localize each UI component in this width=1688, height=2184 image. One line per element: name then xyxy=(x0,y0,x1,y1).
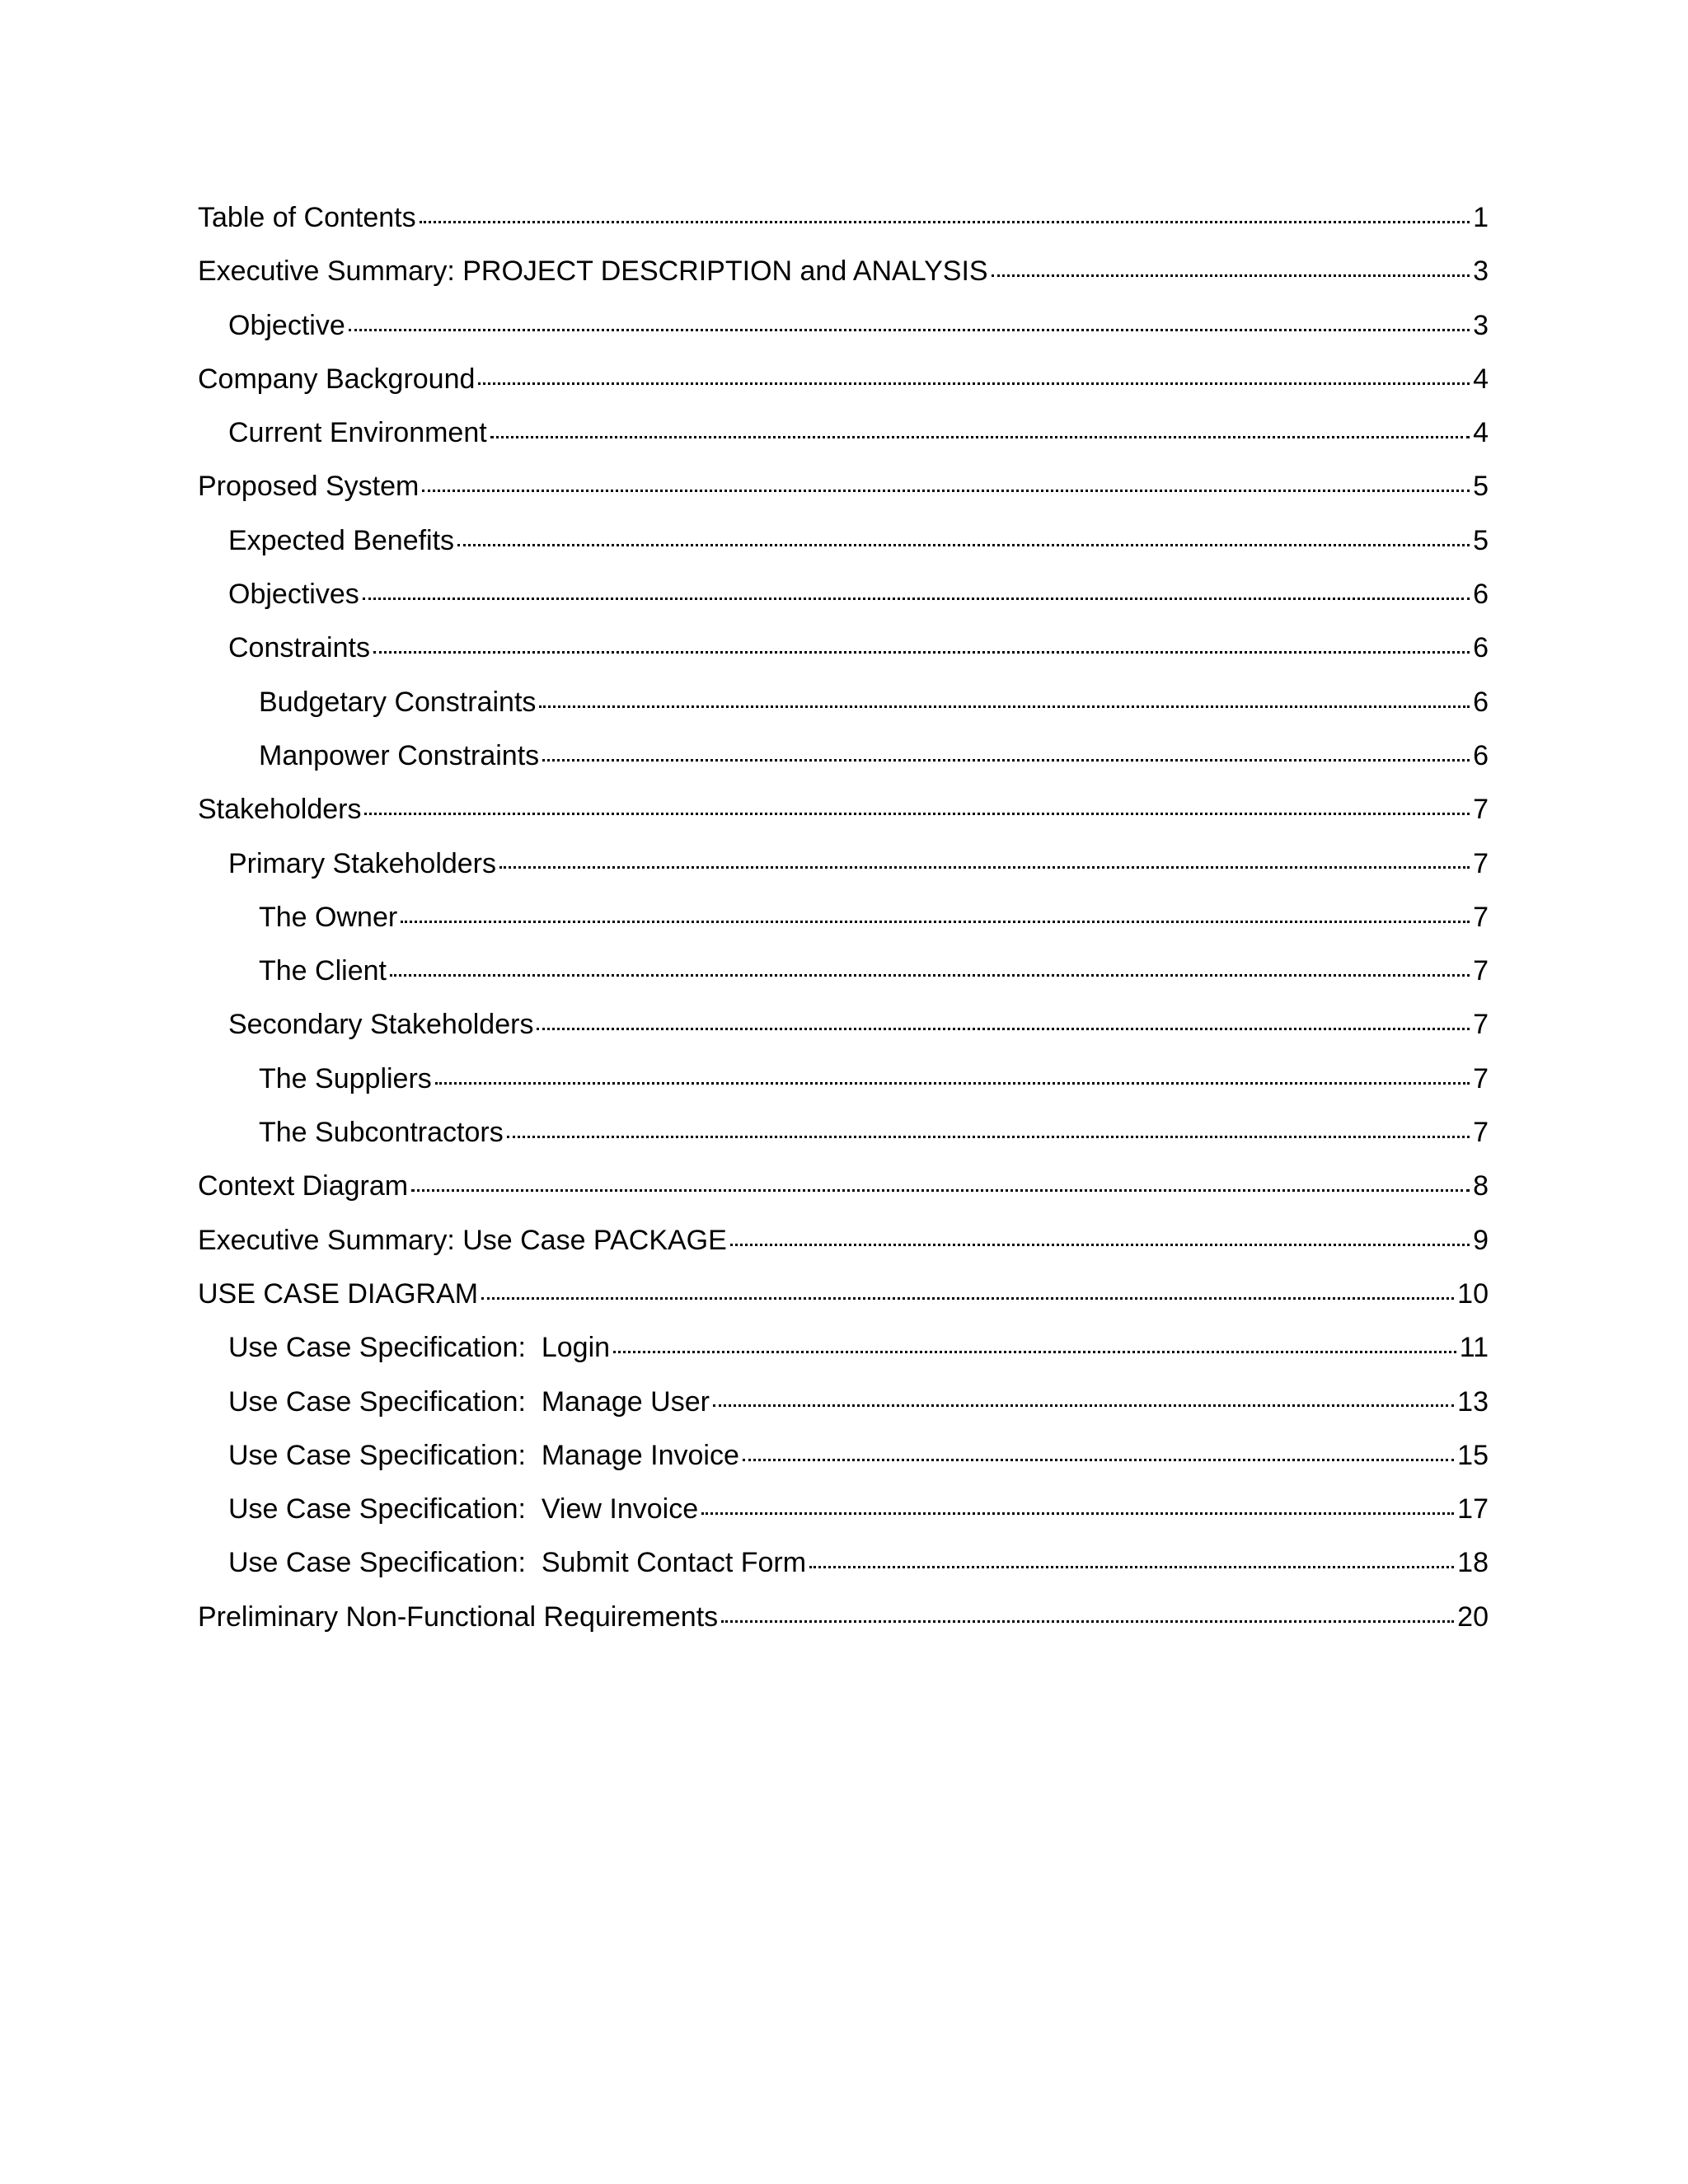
toc-entry-title: Objectives xyxy=(228,579,359,611)
toc-entry-page: 7 xyxy=(1473,1062,1489,1094)
toc-entry-title: The Subcontractors xyxy=(259,1117,504,1149)
toc-entry-page: 8 xyxy=(1473,1170,1489,1202)
toc-entry[interactable] xyxy=(198,998,1489,1052)
dot-leader xyxy=(499,845,1470,873)
toc-entry[interactable] xyxy=(198,299,1489,353)
table-of-contents xyxy=(198,191,1489,1644)
toc-entry[interactable] xyxy=(198,1321,1489,1375)
dot-leader xyxy=(713,1383,1454,1411)
toc-entry-page: 5 xyxy=(1473,471,1489,503)
dot-leader xyxy=(743,1436,1454,1465)
toc-entry-title: Executive Summary: PROJECT DESCRIPTION and ANALYSIS xyxy=(198,255,988,288)
toc-entry-title: Preliminary Non-Functional Requirements xyxy=(198,1601,719,1633)
dot-leader xyxy=(349,307,1470,335)
toc-entry-page: 6 xyxy=(1473,579,1489,611)
dot-leader xyxy=(478,360,1470,388)
toc-entry-title: The Owner xyxy=(259,901,398,933)
toc-entry[interactable] xyxy=(198,191,1489,245)
toc-entry[interactable] xyxy=(198,621,1489,675)
toc-entry-title: The Client xyxy=(259,955,387,987)
toc-entry[interactable] xyxy=(198,891,1489,944)
dot-leader xyxy=(422,467,1470,495)
toc-entry-title: Manpower Constraints xyxy=(259,739,540,771)
toc-entry-title: Use Case Specification: Login xyxy=(228,1332,611,1364)
dot-leader xyxy=(721,1598,1454,1626)
toc-entry-title: USE CASE DIAGRAM xyxy=(198,1277,479,1310)
toc-entry-page: 1 xyxy=(1473,202,1489,233)
toc-entry-title: Table of Contents xyxy=(198,202,416,233)
toc-entry-page: 9 xyxy=(1473,1224,1489,1256)
dot-leader xyxy=(411,1167,1470,1195)
toc-entry-page: 6 xyxy=(1473,686,1489,718)
toc-entry-title: Use Case Specification: Submit Contact Form xyxy=(228,1547,807,1579)
toc-entry-page: 7 xyxy=(1473,1009,1489,1041)
dot-leader xyxy=(457,522,1470,550)
dot-leader xyxy=(420,199,1470,227)
toc-entry-title: Expected Benefits xyxy=(228,524,455,556)
toc-entry-page: 6 xyxy=(1473,739,1489,771)
toc-entry-page: 18 xyxy=(1457,1547,1489,1579)
dot-leader xyxy=(539,683,1470,711)
toc-entry-page: 15 xyxy=(1457,1439,1489,1471)
toc-entry[interactable] xyxy=(198,676,1489,729)
dot-leader xyxy=(992,252,1470,280)
dot-leader xyxy=(435,1060,1470,1088)
dot-leader xyxy=(809,1544,1454,1572)
toc-entry-title: Use Case Specification: View Invoice xyxy=(228,1493,699,1526)
dot-leader xyxy=(613,1329,1456,1357)
dot-leader xyxy=(542,737,1470,765)
dot-leader xyxy=(730,1221,1470,1249)
toc-entry-page: 7 xyxy=(1473,847,1489,879)
toc-entry-page: 20 xyxy=(1457,1601,1489,1633)
dot-leader xyxy=(373,629,1470,657)
toc-entry-title: Use Case Specification: Manage User xyxy=(228,1385,710,1418)
toc-entry-title: Budgetary Constraints xyxy=(259,686,537,718)
dot-leader xyxy=(363,575,1470,603)
toc-entry-page: 7 xyxy=(1473,1117,1489,1149)
toc-entry-page: 7 xyxy=(1473,955,1489,987)
toc-entry[interactable] xyxy=(198,1268,1489,1321)
toc-entry[interactable] xyxy=(198,1536,1489,1590)
toc-entry-title: The Suppliers xyxy=(259,1062,432,1094)
toc-entry-page: 5 xyxy=(1473,524,1489,556)
toc-entry[interactable] xyxy=(198,729,1489,783)
toc-entry-title: Stakeholders xyxy=(198,794,362,826)
dot-leader xyxy=(390,952,1470,980)
toc-entry[interactable] xyxy=(198,1429,1489,1483)
toc-entry-page: 4 xyxy=(1473,417,1489,449)
dot-leader xyxy=(364,790,1470,818)
toc-entry[interactable] xyxy=(198,1052,1489,1106)
dot-leader xyxy=(481,1275,1454,1303)
toc-entry[interactable] xyxy=(198,783,1489,837)
toc-entry-page: 6 xyxy=(1473,632,1489,664)
dot-leader xyxy=(507,1113,1470,1141)
toc-entry-title: Company Background xyxy=(198,363,476,395)
toc-entry-page: 7 xyxy=(1473,794,1489,826)
toc-entry[interactable] xyxy=(198,1376,1489,1429)
toc-entry-title: Context Diagram xyxy=(198,1170,409,1202)
toc-entry[interactable] xyxy=(198,1160,1489,1213)
toc-entry-page: 4 xyxy=(1473,363,1489,395)
toc-entry[interactable] xyxy=(198,837,1489,891)
toc-entry-title: Current Environment xyxy=(228,417,487,449)
toc-entry-title: Executive Summary: Use Case PACKAGE xyxy=(198,1224,727,1256)
toc-entry-title: Constraints xyxy=(228,632,370,664)
dot-leader xyxy=(537,1005,1470,1033)
dot-leader xyxy=(401,898,1470,926)
toc-entry-title: Objective xyxy=(228,309,345,341)
toc-entry[interactable] xyxy=(198,460,1489,513)
toc-entry-title: Primary Stakeholders xyxy=(228,847,497,879)
toc-entry-title: Secondary Stakeholders xyxy=(228,1009,534,1041)
toc-entry-page: 3 xyxy=(1473,255,1489,288)
toc-entry[interactable] xyxy=(198,1591,1489,1644)
toc-entry-page: 11 xyxy=(1459,1332,1489,1364)
toc-entry[interactable] xyxy=(198,406,1489,460)
toc-entry-page: 3 xyxy=(1473,309,1489,341)
toc-entry-page: 10 xyxy=(1457,1277,1489,1310)
toc-entry-page: 13 xyxy=(1457,1385,1489,1418)
toc-entry-title: Use Case Specification: Manage Invoice xyxy=(228,1439,739,1471)
dot-leader xyxy=(701,1490,1454,1518)
toc-entry[interactable] xyxy=(198,944,1489,998)
toc-entry[interactable] xyxy=(198,245,1489,298)
toc-entry-page: 17 xyxy=(1457,1493,1489,1526)
toc-entry-page: 7 xyxy=(1473,901,1489,933)
toc-entry[interactable] xyxy=(198,1106,1489,1160)
toc-entry-title: Proposed System xyxy=(198,471,420,503)
toc-entry[interactable] xyxy=(198,568,1489,621)
toc-entry[interactable] xyxy=(198,353,1489,406)
toc-entry[interactable] xyxy=(198,514,1489,568)
dot-leader xyxy=(490,414,1470,442)
toc-entry[interactable] xyxy=(198,1483,1489,1536)
toc-entry[interactable] xyxy=(198,1214,1489,1268)
